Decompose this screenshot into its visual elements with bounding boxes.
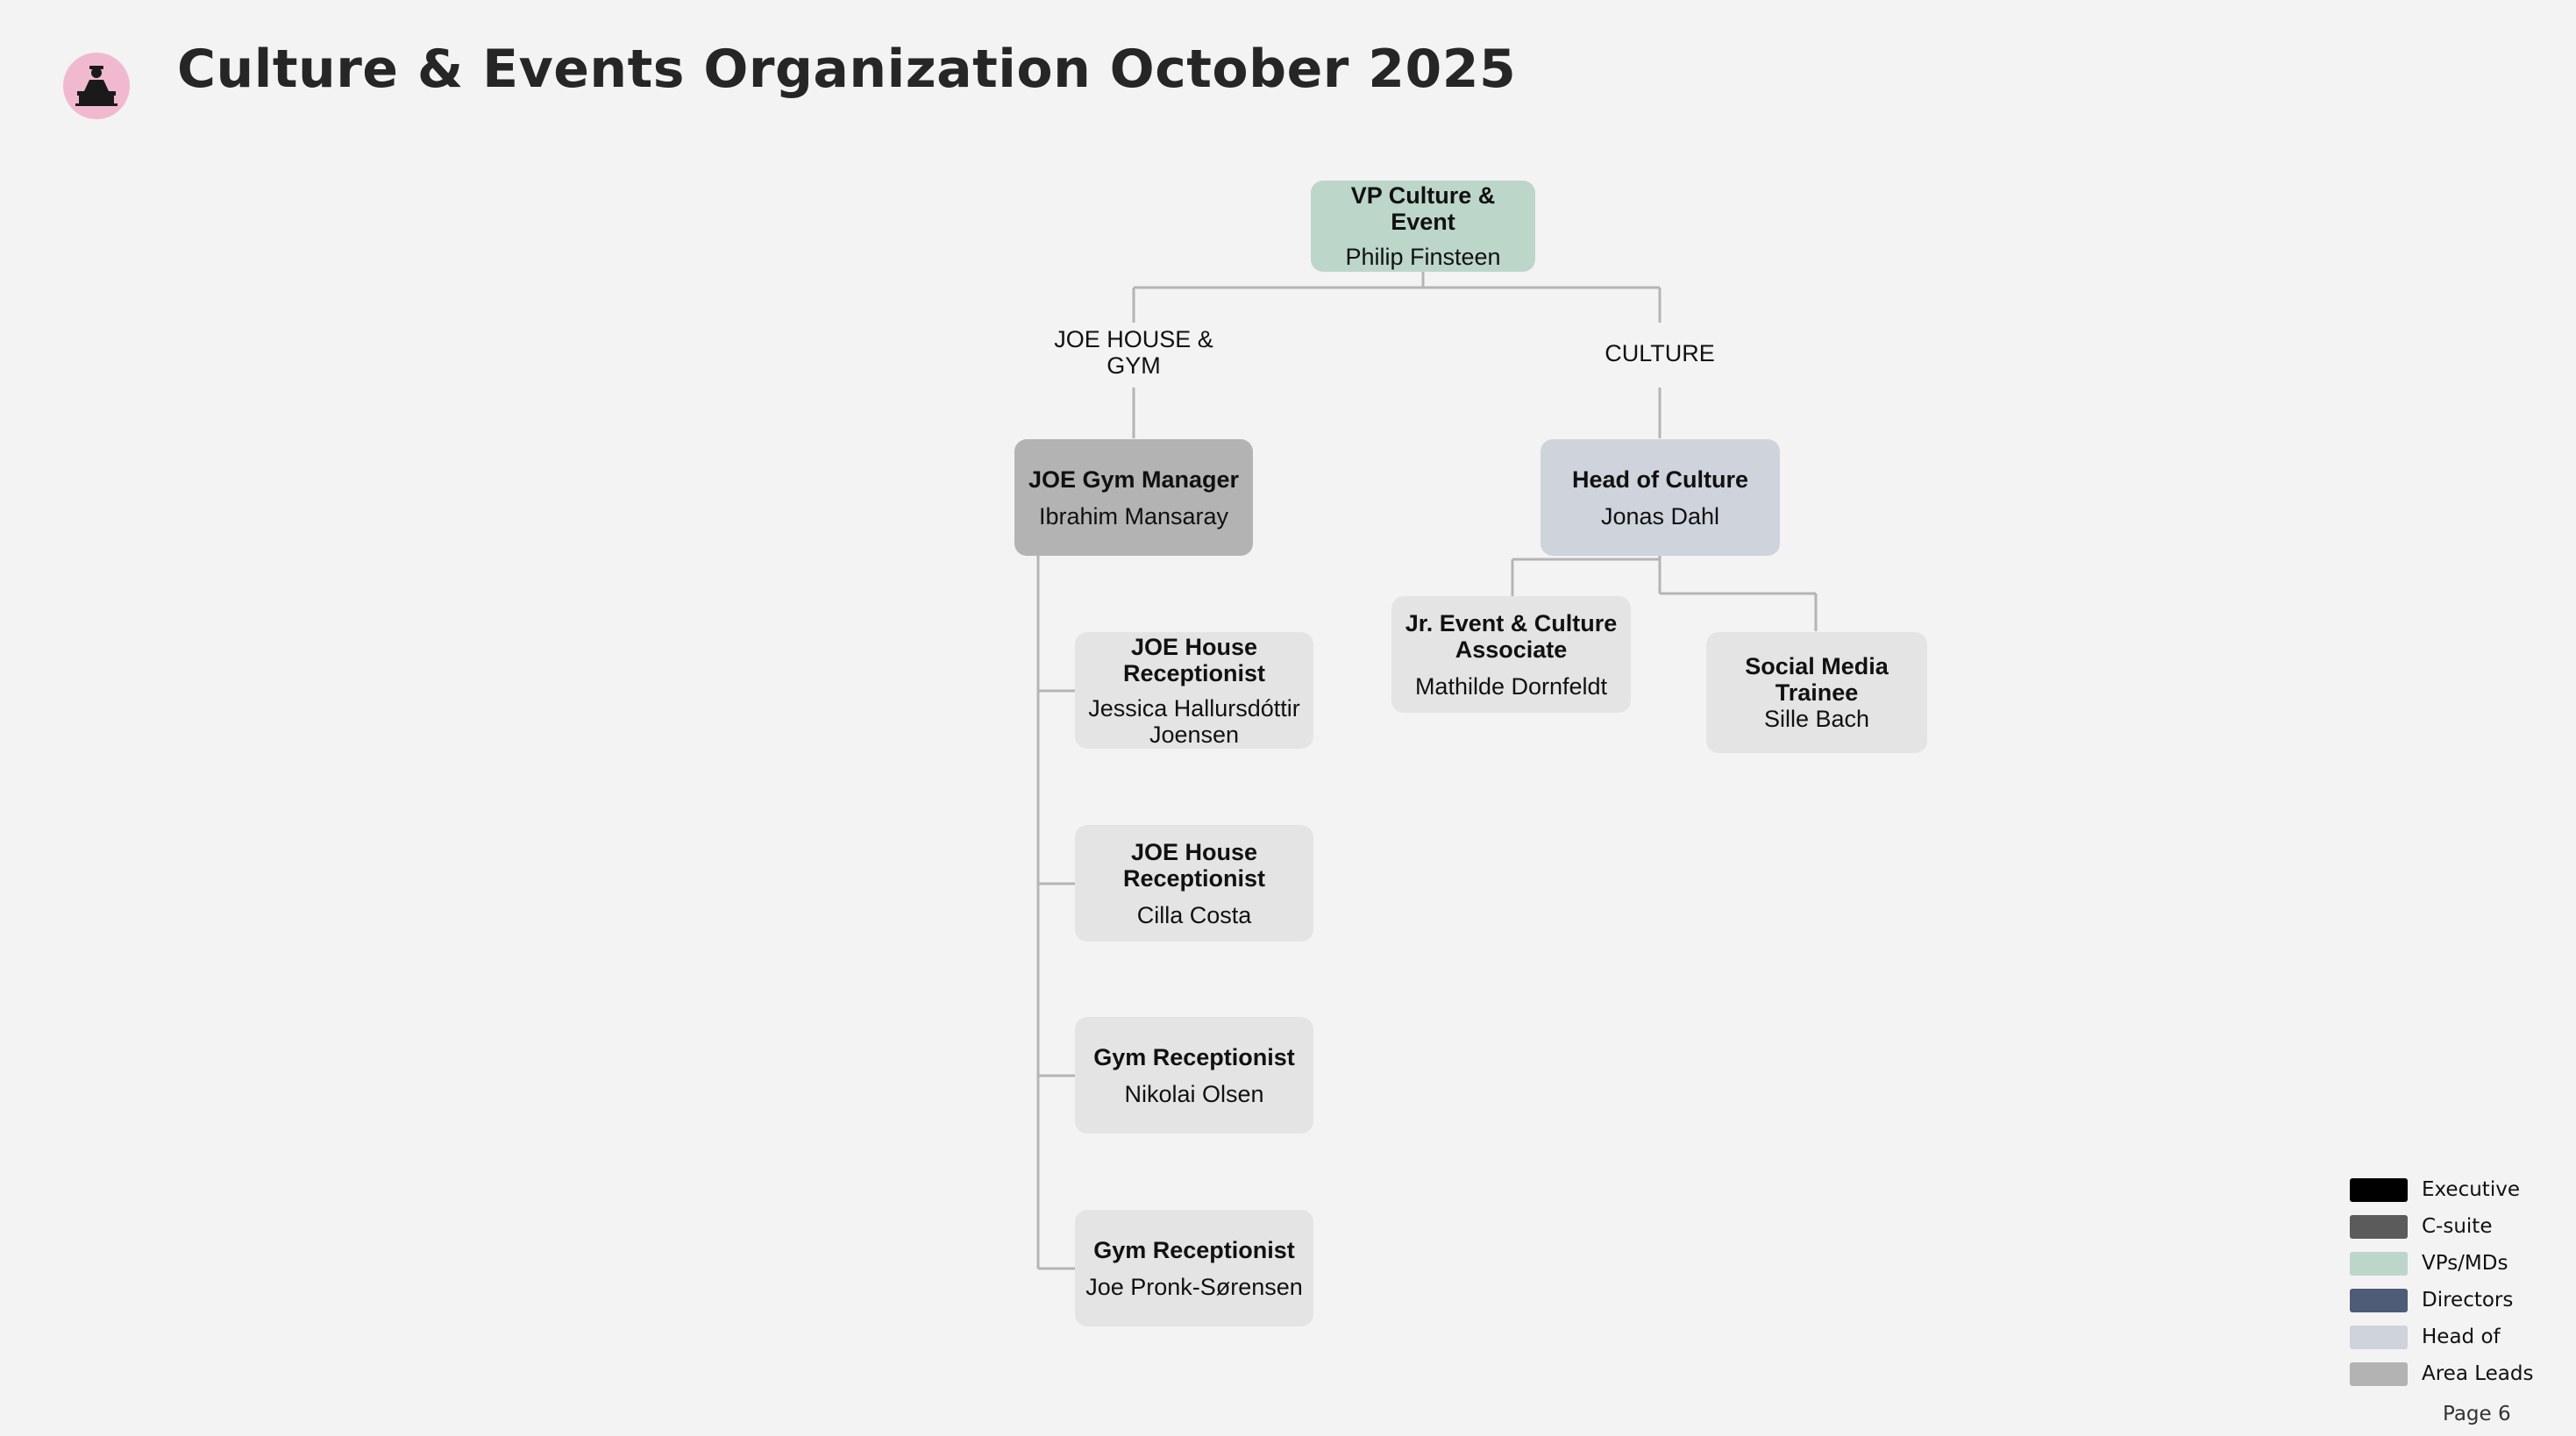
card-role: Gym Receptionist — [1093, 1043, 1295, 1070]
vp-culture-event-card — [1311, 181, 1535, 272]
legend-swatch — [2350, 1178, 2408, 1202]
card-name: Sille Bach — [1763, 706, 1870, 732]
card-role: JOE Gym Manager — [1028, 466, 1240, 493]
card-name: Ibrahim Mansaray — [1038, 502, 1229, 530]
card-name: Cilla Costa — [1136, 901, 1252, 928]
legend-item — [2350, 1355, 2533, 1392]
card-role: Head of Culture — [1571, 466, 1748, 493]
legend-item — [2350, 1208, 2533, 1245]
gym-manager-card — [1014, 439, 1253, 556]
page-title: Culture & Events Organization October 2025 — [177, 39, 1517, 100]
legend-label: Directors — [2422, 1289, 2514, 1312]
legend-item — [2350, 1319, 2533, 1355]
legend-swatch — [2350, 1362, 2408, 1386]
legend-item — [2350, 1282, 2533, 1319]
legend-swatch — [2350, 1289, 2408, 1312]
card-name: Jonas Dahl — [1600, 502, 1720, 530]
legend-label: Area Leads — [2422, 1362, 2534, 1385]
legend-item — [2350, 1171, 2533, 1208]
legend-label: C-suite — [2422, 1215, 2493, 1238]
card-name: Mathilde Dornfeldt — [1414, 672, 1608, 700]
legend-label: Executive — [2422, 1178, 2520, 1201]
staff-card — [1075, 632, 1313, 749]
card-role: VP Culture & Event — [1350, 182, 1496, 235]
card-role: Social Media Trainee — [1745, 653, 1889, 706]
staff-card — [1391, 596, 1631, 713]
group-label-culture: CULTURE — [1605, 340, 1715, 366]
legend-swatch — [2350, 1215, 2408, 1239]
card-role: JOE House Receptionist — [1122, 633, 1266, 686]
card-role: JOE House Receptionist — [1122, 838, 1266, 892]
card-name: Philip Finsteen — [1345, 244, 1501, 270]
group-label-joe-house-gym: JOE HOUSE & GYM — [1054, 326, 1213, 379]
legend — [2350, 1171, 2533, 1392]
card-role: Jr. Event & Culture Associate — [1405, 609, 1618, 663]
card-role: Gym Receptionist — [1093, 1236, 1295, 1263]
staff-card — [1075, 825, 1313, 942]
card-name: Joe Pronk-Sørensen — [1085, 1273, 1303, 1300]
legend-item — [2350, 1245, 2533, 1282]
legend-swatch — [2350, 1252, 2408, 1276]
card-name: Jessica Hallursdóttir Joensen — [1088, 694, 1300, 748]
page-number: Page 6 — [2443, 1403, 2511, 1425]
legend-label: VPs/MDs — [2422, 1252, 2508, 1275]
staff-card — [1075, 1017, 1313, 1134]
legend-label: Head of — [2422, 1326, 2501, 1348]
staff-card — [1075, 1210, 1313, 1326]
staff-card — [1706, 632, 1927, 753]
head-of-culture-card — [1541, 439, 1780, 556]
legend-swatch — [2350, 1326, 2408, 1349]
card-name: Nikolai Olsen — [1124, 1080, 1264, 1107]
